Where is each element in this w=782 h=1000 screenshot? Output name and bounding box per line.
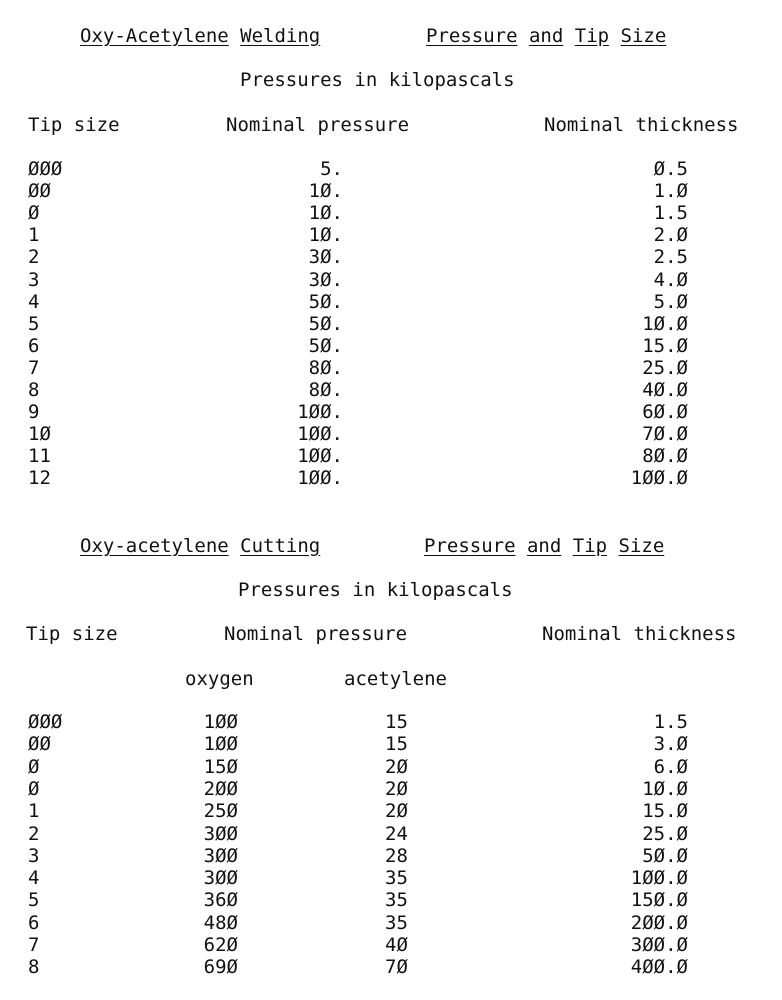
tip-size-cell: ØØ bbox=[28, 733, 51, 756]
oxygen-pressure-cell: 15Ø bbox=[203, 755, 238, 778]
nominal-thickness-cell: 4Ø.Ø bbox=[642, 379, 688, 401]
table-row bbox=[0, 800, 782, 822]
table-row bbox=[0, 467, 782, 489]
table-row bbox=[0, 335, 782, 357]
oxygen-pressure-cell: 1ØØ bbox=[203, 733, 238, 756]
acetylene-pressure-cell: 28 bbox=[385, 844, 408, 867]
table-row bbox=[0, 912, 782, 934]
acetylene-pressure-cell: 35 bbox=[385, 889, 408, 912]
cutting-title bbox=[80, 535, 320, 557]
tip-size-cell: 9 bbox=[28, 401, 40, 424]
table-row bbox=[0, 291, 782, 313]
tip-size-cell: Ø bbox=[28, 777, 40, 800]
acetylene-pressure-cell: 15 bbox=[385, 733, 408, 756]
nominal-pressure-cell: 8Ø. bbox=[308, 379, 343, 401]
nominal-pressure-cell: 8Ø. bbox=[308, 356, 343, 379]
table-row bbox=[0, 845, 782, 867]
nominal-pressure-cell: 1Ø. bbox=[308, 224, 343, 247]
tip-size-cell: 6 bbox=[28, 334, 40, 357]
oxygen-pressure-cell: 3ØØ bbox=[203, 867, 238, 890]
table-row bbox=[0, 889, 782, 911]
oxygen-pressure-cell: 48Ø bbox=[203, 911, 238, 934]
nominal-thickness-cell: 3.Ø bbox=[653, 733, 688, 756]
acetylene-pressure-cell: 35 bbox=[385, 911, 408, 934]
oxygen-pressure-cell: 3ØØ bbox=[203, 844, 238, 867]
nominal-thickness-cell: 4.Ø bbox=[653, 268, 688, 291]
oxygen-pressure-cell: 25Ø bbox=[203, 800, 238, 823]
cutting-title-part-3: Pressure bbox=[424, 535, 516, 557]
table-row bbox=[0, 756, 782, 778]
nominal-pressure-cell: 5. bbox=[320, 158, 343, 180]
nominal-thickness-cell: 5Ø.Ø bbox=[642, 844, 688, 867]
nominal-pressure-cell: 1ØØ. bbox=[297, 423, 343, 446]
tip-size-cell: 2 bbox=[28, 822, 40, 845]
tip-size-cell: 3 bbox=[28, 268, 40, 291]
cutting-title-part-4: and bbox=[526, 535, 562, 557]
tip-size-cell: 1 bbox=[28, 224, 40, 247]
cutting-subtitle: Pressures in kilopascals bbox=[238, 579, 513, 601]
tip-size-cell: 4 bbox=[28, 290, 40, 313]
tip-size-cell: 8 bbox=[28, 956, 40, 979]
nominal-pressure-cell: 5Ø. bbox=[308, 290, 343, 313]
nominal-pressure-cell: 3Ø. bbox=[308, 268, 343, 291]
cutting-title-part-6: Size bbox=[618, 535, 665, 557]
cutting-title-right bbox=[424, 535, 664, 557]
table-row bbox=[0, 778, 782, 800]
table-row bbox=[0, 224, 782, 246]
cutting-title-part-2: Cutting bbox=[240, 535, 321, 557]
nominal-thickness-cell: 15.Ø bbox=[642, 334, 688, 357]
tip-size-cell: 2 bbox=[28, 246, 40, 269]
oxygen-pressure-cell: 3ØØ bbox=[203, 822, 238, 845]
nominal-thickness-cell: 2.5 bbox=[653, 246, 688, 269]
cutting-col-pressure: Nominal pressure bbox=[224, 623, 408, 645]
table-row bbox=[0, 401, 782, 423]
nominal-thickness-cell: 1.5 bbox=[653, 202, 688, 225]
cutting-col-tip: Tip size bbox=[26, 623, 118, 645]
oxygen-pressure-cell: 36Ø bbox=[203, 889, 238, 912]
tip-size-cell: ØØØ bbox=[28, 158, 63, 180]
tip-size-cell: 1Ø bbox=[28, 423, 51, 446]
nominal-thickness-cell: 6Ø.Ø bbox=[642, 401, 688, 424]
nominal-thickness-cell: 1ØØ.Ø bbox=[630, 467, 688, 490]
tip-size-cell: 4 bbox=[28, 867, 40, 890]
cutting-sub-acetylene: acetylene bbox=[344, 668, 447, 690]
tip-size-cell: ØØØ bbox=[28, 711, 63, 733]
table-row bbox=[0, 158, 782, 180]
nominal-thickness-cell: 5.Ø bbox=[653, 290, 688, 313]
table-row bbox=[0, 202, 782, 224]
cutting-col-thickness: Nominal thickness bbox=[542, 623, 737, 645]
welding-title-part-4: and bbox=[528, 25, 564, 47]
welding-title-part-6: Size bbox=[620, 25, 667, 47]
acetylene-pressure-cell: 4Ø bbox=[385, 934, 408, 956]
welding-title-right bbox=[426, 25, 666, 47]
cutting-title-part-5: Tip bbox=[572, 535, 608, 557]
welding-title-part-1: Oxy-Acetylene bbox=[80, 25, 229, 47]
cutting-sub-oxygen: oxygen bbox=[185, 668, 254, 690]
cutting-title-part-1: Oxy-acetylene bbox=[80, 535, 229, 557]
nominal-pressure-cell: 1Ø. bbox=[308, 202, 343, 225]
nominal-thickness-cell: 1.Ø bbox=[653, 180, 688, 203]
nominal-pressure-cell: 1ØØ. bbox=[297, 467, 343, 490]
table-row bbox=[0, 379, 782, 401]
table-row bbox=[0, 246, 782, 268]
nominal-thickness-cell: 4ØØ.Ø bbox=[630, 956, 688, 979]
acetylene-pressure-cell: 2Ø bbox=[385, 800, 408, 823]
nominal-thickness-cell: 1Ø.Ø bbox=[642, 312, 688, 335]
welding-title-part-2: Welding bbox=[240, 25, 321, 47]
oxygen-pressure-cell: 2ØØ bbox=[203, 777, 238, 800]
tip-size-cell: 12 bbox=[28, 467, 51, 490]
nominal-thickness-cell: 1Ø.Ø bbox=[642, 777, 688, 800]
table-row bbox=[0, 423, 782, 445]
acetylene-pressure-cell: 35 bbox=[385, 867, 408, 890]
tip-size-cell: 7 bbox=[28, 356, 40, 379]
table-row bbox=[0, 956, 782, 978]
nominal-pressure-cell: 1Ø. bbox=[308, 180, 343, 203]
oxygen-pressure-cell: 1ØØ bbox=[203, 711, 238, 733]
nominal-thickness-cell: 2ØØ.Ø bbox=[630, 911, 688, 934]
welding-title bbox=[80, 25, 320, 47]
welding-col-tip: Tip size bbox=[28, 114, 120, 136]
nominal-pressure-cell: 3Ø. bbox=[308, 246, 343, 269]
nominal-thickness-cell: 7Ø.Ø bbox=[642, 423, 688, 446]
tip-size-cell: Ø bbox=[28, 202, 40, 225]
table-row bbox=[0, 357, 782, 379]
oxygen-pressure-cell: 62Ø bbox=[203, 934, 238, 956]
tip-size-cell: 7 bbox=[28, 934, 40, 956]
nominal-pressure-cell: 5Ø. bbox=[308, 312, 343, 335]
table-row bbox=[0, 269, 782, 291]
nominal-pressure-cell: 5Ø. bbox=[308, 334, 343, 357]
tip-size-cell: 5 bbox=[28, 312, 40, 335]
acetylene-pressure-cell: 24 bbox=[385, 822, 408, 845]
welding-title-part-5: Tip bbox=[574, 25, 610, 47]
nominal-thickness-cell: 15Ø.Ø bbox=[630, 889, 688, 912]
nominal-thickness-cell: 25.Ø bbox=[642, 356, 688, 379]
welding-subtitle: Pressures in kilopascals bbox=[240, 69, 515, 91]
nominal-pressure-cell: 1ØØ. bbox=[297, 445, 343, 468]
table-row bbox=[0, 823, 782, 845]
table-row bbox=[0, 867, 782, 889]
nominal-thickness-cell: 25.Ø bbox=[642, 822, 688, 845]
table-row bbox=[0, 934, 782, 956]
tip-size-cell: 8 bbox=[28, 379, 40, 401]
table-row bbox=[0, 711, 782, 733]
nominal-pressure-cell: 1ØØ. bbox=[297, 401, 343, 424]
tip-size-cell: 5 bbox=[28, 889, 40, 912]
nominal-thickness-cell: 3ØØ.Ø bbox=[630, 934, 688, 956]
nominal-thickness-cell: 1.5 bbox=[653, 711, 688, 733]
oxygen-pressure-cell: 69Ø bbox=[203, 956, 238, 979]
tip-size-cell: 3 bbox=[28, 844, 40, 867]
acetylene-pressure-cell: 7Ø bbox=[385, 956, 408, 979]
tip-size-cell: 11 bbox=[28, 445, 51, 468]
acetylene-pressure-cell: 15 bbox=[385, 711, 408, 733]
tip-size-cell: 6 bbox=[28, 911, 40, 934]
nominal-thickness-cell: 15.Ø bbox=[642, 800, 688, 823]
nominal-thickness-cell: 2.Ø bbox=[653, 224, 688, 247]
acetylene-pressure-cell: 2Ø bbox=[385, 777, 408, 800]
table-row bbox=[0, 733, 782, 755]
table-row bbox=[0, 445, 782, 467]
nominal-thickness-cell: 1ØØ.Ø bbox=[630, 867, 688, 890]
acetylene-pressure-cell: 2Ø bbox=[385, 755, 408, 778]
tip-size-cell: ØØ bbox=[28, 180, 51, 203]
tip-size-cell: 1 bbox=[28, 800, 40, 823]
nominal-thickness-cell: 8Ø.Ø bbox=[642, 445, 688, 468]
welding-title-part-3: Pressure bbox=[426, 25, 518, 47]
nominal-thickness-cell: 6.Ø bbox=[653, 755, 688, 778]
table-row bbox=[0, 180, 782, 202]
table-row bbox=[0, 313, 782, 335]
welding-col-thickness: Nominal thickness bbox=[544, 114, 739, 136]
welding-col-pressure: Nominal pressure bbox=[226, 114, 410, 136]
nominal-thickness-cell: Ø.5 bbox=[653, 158, 688, 180]
tip-size-cell: Ø bbox=[28, 755, 40, 778]
